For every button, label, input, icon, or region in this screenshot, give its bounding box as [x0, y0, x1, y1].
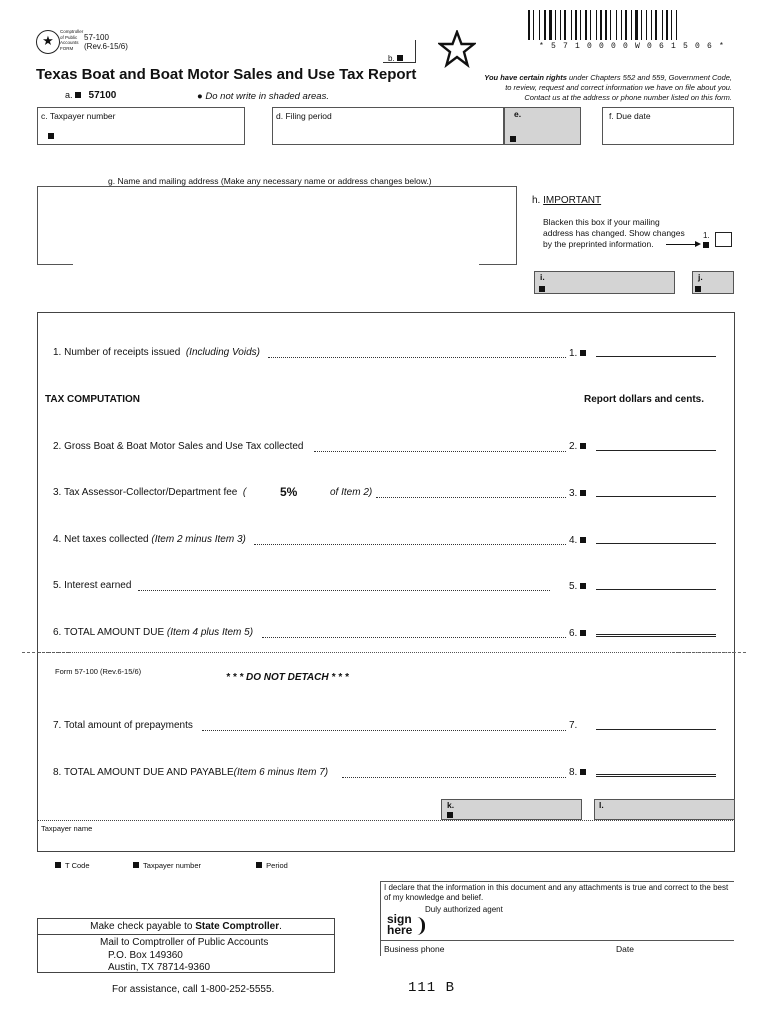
item-1-number: 1. — [569, 348, 586, 359]
check-payable: Make check payable to State Comptroller. — [90, 921, 282, 932]
barcode — [528, 10, 736, 40]
signature-line[interactable] — [380, 940, 734, 941]
barcode-bar — [605, 10, 607, 40]
marker-square — [539, 286, 545, 292]
item-8-leader — [342, 777, 566, 778]
marker-square — [510, 136, 516, 142]
name-address-label: g. Name and mailing address (Make any necessary name or address changes below.) — [108, 176, 432, 186]
form-revision: (Rev.6-15/6) — [84, 42, 128, 51]
j-field: j. — [692, 271, 734, 294]
form-footer-label: Form 57-100 (Rev.6-15/6) — [55, 667, 142, 676]
item-7-leader — [202, 730, 566, 731]
arrowhead-icon — [695, 241, 701, 247]
date-label: Date — [616, 944, 634, 954]
a-field: a. 57100 — [65, 90, 117, 101]
item-5-number: 5. — [569, 581, 586, 592]
tax-computation-heading: TAX COMPUTATION — [45, 394, 140, 405]
barcode-bar — [641, 10, 642, 40]
taxpayer-number-field[interactable]: c. Taxpayer number — [37, 107, 245, 145]
item-4-label: 4. Net taxes collected (Item 2 minus Item 3) — [53, 534, 246, 545]
item-2-input[interactable] — [596, 450, 716, 451]
t-code: T Code — [55, 861, 90, 870]
item-2-label: 2. Gross Boat & Boat Motor Sales and Use Tax collected — [53, 441, 304, 452]
declaration-text: I declare that the information in this document and any attachments is true and correct to the best of my knowledge and belief. — [384, 883, 729, 902]
item-3-rate: 5% — [280, 485, 298, 499]
item-7-input[interactable] — [596, 729, 716, 730]
item-6-number: 6. — [569, 628, 586, 639]
item-6-leader — [262, 637, 566, 638]
marker-square — [48, 133, 54, 139]
barcode-bar — [580, 10, 581, 40]
taxpayer-name-divider — [37, 820, 735, 821]
mail-address: Mail to Comptroller of Public Accounts P.O. Box 149360 Austin, TX 78714-9360 — [100, 937, 269, 973]
barcode-bar — [533, 10, 534, 40]
barcode-bar — [600, 10, 602, 40]
taxpayer-name-label: Taxpayer name — [41, 824, 93, 833]
barcode-bar — [575, 10, 577, 40]
report-dollars-note: Report dollars and cents. — [584, 394, 705, 405]
barcode-bar — [555, 10, 556, 40]
item-1-input[interactable] — [596, 356, 716, 357]
agency-name: Comptroller of Public Accounts FORM — [60, 29, 84, 51]
address-changed-checkbox[interactable] — [715, 232, 732, 247]
detach-line — [37, 652, 735, 653]
item-5-input[interactable] — [596, 589, 716, 590]
barcode-bar — [621, 10, 622, 40]
barcode-bar — [590, 10, 591, 40]
star-icon — [438, 30, 476, 68]
b-label: b. — [388, 54, 403, 63]
assistance-line: For assistance, call 1-800-252-5555. — [112, 984, 275, 995]
item-8-number: 8. — [569, 767, 586, 778]
barcode-bar — [635, 10, 638, 40]
form-title: Texas Boat and Boat Motor Sales and Use Tax Report — [36, 66, 417, 83]
form-number: 57-100 — [84, 33, 109, 42]
barcode-bar — [646, 10, 647, 40]
taxpayer-number-code: Taxpayer number — [133, 861, 201, 870]
item-1-leader — [268, 357, 566, 358]
mailing-divider — [37, 934, 335, 935]
business-phone-label: Business phone — [384, 944, 445, 954]
shaded-note: ● Do not write in shaded areas. — [197, 91, 329, 102]
important-heading: h. IMPORTANT — [532, 195, 602, 206]
barcode-bar — [596, 10, 597, 40]
item-6-input[interactable] — [596, 634, 716, 637]
barcode-bar — [585, 10, 587, 40]
barcode-bar — [544, 10, 546, 40]
barcode-bar — [651, 10, 652, 40]
barcode-bar — [564, 10, 566, 40]
item-6-label: 6. TOTAL AMOUNT DUE (Item 4 plus Item 5) — [53, 627, 254, 638]
barcode-bar — [625, 10, 627, 40]
barcode-text: * 5 7 1 0 0 0 0 W 0 6 1 5 0 6 * — [538, 42, 726, 51]
barcode-bar — [560, 10, 561, 40]
barcode-bar — [539, 10, 540, 40]
item-8-input[interactable] — [596, 774, 716, 777]
detach-line-right — [672, 652, 746, 653]
do-not-detach: * * * DO NOT DETACH * * * — [226, 672, 349, 683]
item-4-leader — [254, 544, 566, 545]
barcode-bar — [571, 10, 572, 40]
barcode-bar — [616, 10, 617, 40]
name-address-corner-left — [37, 264, 73, 265]
item-3-leader — [376, 497, 566, 498]
barcode-bar — [666, 10, 668, 40]
barcode-bar — [528, 10, 530, 40]
item-4-input[interactable] — [596, 543, 716, 544]
item-7-label: 7. Total amount of prepayments — [53, 720, 193, 731]
comptroller-seal: ★ — [36, 30, 60, 54]
item-7-number: 7. — [569, 720, 578, 731]
barcode-bar — [655, 10, 657, 40]
item-5-label: 5. Interest earned — [53, 580, 132, 591]
marker-square — [695, 286, 701, 292]
barcode-bar — [676, 10, 677, 40]
item-4-number: 4. — [569, 535, 586, 546]
l-field: l. — [594, 799, 735, 820]
rights-notice: You have certain rights under Chapters 552 and 559, Government Code, to review, request and correct information we have on file about you. Contact us at the address or phone number listed on this form. — [484, 73, 732, 102]
item-3-italic: of Item 2) — [330, 487, 373, 498]
footer-code: 111 B — [408, 980, 456, 996]
e-field: e. — [504, 107, 581, 145]
item-3-input[interactable] — [596, 496, 716, 497]
h-box-number: 1. — [703, 231, 710, 240]
barcode-bar — [549, 10, 552, 40]
item-1-label: 1. Number of receipts issued (Including Voids) — [53, 347, 260, 358]
sign-here-icon: sign here — [387, 912, 413, 937]
marker-square — [447, 812, 453, 818]
name-address-field[interactable] — [37, 186, 517, 264]
item-2-number: 2. — [569, 441, 586, 452]
barcode-bar — [671, 10, 672, 40]
item-5-leader — [138, 590, 550, 591]
marker-square — [703, 242, 709, 248]
duly-authorized-label: Duly authorized agent — [425, 905, 503, 914]
filing-period-field[interactable]: d. Filing period — [272, 107, 504, 145]
barcode-bar — [610, 10, 611, 40]
blacken-instructions: Blacken this box if your mailing address has changed. Show changes by the preprinted information. — [543, 217, 685, 249]
i-field: i. — [534, 271, 675, 294]
barcode-bar — [662, 10, 663, 40]
item-2-leader — [314, 451, 566, 452]
item-8-label: 8. TOTAL AMOUNT DUE AND PAYABLE(Item 6 minus Item 7) — [53, 767, 329, 778]
due-date-field[interactable]: f. Due date — [602, 107, 734, 145]
item-3-number: 3. — [569, 488, 586, 499]
item-3-label: 3. Tax Assessor-Collector/Department fee ( — [53, 487, 247, 498]
k-field: k. — [441, 799, 582, 820]
period-code: Period — [256, 861, 288, 870]
barcode-bar — [631, 10, 632, 40]
name-address-corner-right — [479, 264, 517, 265]
